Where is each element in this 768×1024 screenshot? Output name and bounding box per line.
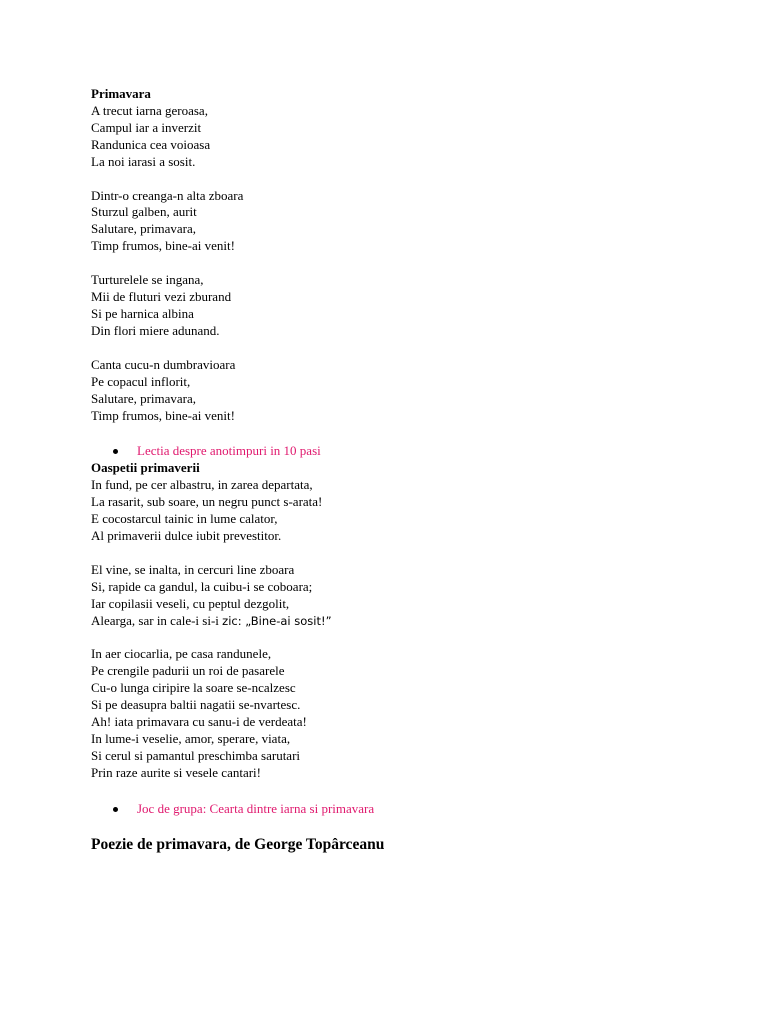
poem2-stanza-2 bbox=[91, 562, 731, 630]
poem-line: Salutare, primavara, bbox=[91, 221, 197, 237]
poem-line: In lume-i veselie, amor, sperare, viata, bbox=[91, 731, 291, 746]
poem-line: Campul iar a inverzit bbox=[91, 119, 202, 135]
poem-line: Mii de fluturi vezi zburand bbox=[91, 289, 232, 305]
poem-line: Pe crengile padurii un roi de pasarele bbox=[91, 663, 285, 679]
poem-line: Si, rapide ca gandul, la cuibu-i se coboara; bbox=[91, 578, 313, 594]
poem-title-oaspetii: Oaspetii primaverii bbox=[91, 460, 200, 476]
poem-line: La rasarit, sub soare, un negru punct s-arata! bbox=[91, 494, 323, 510]
poem-line: Iar copilasii veseli, cu peptul dezgolit, bbox=[91, 595, 290, 611]
poem1-stanza-1 bbox=[91, 103, 731, 171]
poem-line: Timp frumos, bine-ai venit! bbox=[91, 407, 235, 423]
poem-line: Salutare, primavara, bbox=[91, 390, 197, 406]
poem-line: A trecut iarna geroasa, bbox=[91, 102, 208, 118]
poem1-stanza-3 bbox=[91, 272, 731, 340]
poem-line-part-quote: zic: „Bine-ai sosit!” bbox=[222, 613, 332, 628]
poem-line: E cocostarcul tainic in lume calator, bbox=[91, 511, 278, 527]
poem-line: Timp frumos, bine-ai venit! bbox=[91, 238, 235, 254]
poem-line: In aer ciocarlia, pe casa randunele, bbox=[91, 646, 272, 662]
poem2-stanza-1 bbox=[91, 477, 731, 545]
poem-line: Pe copacul inflorit, bbox=[91, 373, 191, 389]
link-joc-de-grupa[interactable]: Joc de grupa: Cearta dintre iarna si primavara bbox=[137, 800, 375, 816]
poem-line: Al primaverii dulce iubit prevestitor. bbox=[91, 527, 282, 543]
section-heading-toparceanu: Poezie de primavara, de George Topârceanu bbox=[91, 835, 385, 853]
list-item-joc bbox=[113, 801, 731, 818]
poem-line: La noi iarasi a sosit. bbox=[91, 153, 196, 169]
poem-line: Ah! iata primavara cu sanu-i de verdeata! bbox=[91, 714, 307, 730]
poem-line-part: Alearga, sar in cale-i si-i bbox=[91, 612, 223, 628]
document-page bbox=[91, 86, 731, 854]
poem-line: In fund, pe cer albastru, in zarea departata, bbox=[91, 477, 313, 493]
poem-line: Si pe harnica albina bbox=[91, 305, 194, 321]
poem1-stanza-2 bbox=[91, 188, 731, 256]
poem-line: Canta cucu-n dumbravioara bbox=[91, 356, 236, 372]
poem1-stanza-4 bbox=[91, 357, 731, 425]
poem-line: Turturelele se ingana, bbox=[91, 272, 204, 288]
bullet-icon bbox=[113, 807, 118, 812]
poem-line: El vine, se inalta, in cercuri line zboara bbox=[91, 561, 295, 577]
poem-line: Sturzul galben, aurit bbox=[91, 204, 197, 220]
poem-line: Din flori miere adunand. bbox=[91, 322, 220, 338]
poem-line bbox=[91, 613, 731, 630]
link-lectia-anotimpuri[interactable]: Lectia despre anotimpuri in 10 pasi bbox=[137, 443, 321, 459]
poem-line: Prin raze aurite si vesele cantari! bbox=[91, 764, 261, 780]
bullet-icon bbox=[113, 449, 118, 454]
poem-line: Si pe deasupra baltii nagatii se-nvartesc. bbox=[91, 697, 301, 713]
poem-line: Si cerul si pamantul preschimba sarutari bbox=[91, 747, 301, 763]
poem-title-primavara: Primavara bbox=[91, 86, 151, 101]
poem-line: Randunica cea voioasa bbox=[91, 136, 211, 152]
poem2-stanza-3 bbox=[91, 646, 731, 781]
list-item-lectia bbox=[113, 443, 731, 460]
poem-line: Cu-o lunga ciripire la soare se-ncalzesc bbox=[91, 680, 296, 696]
poem-line: Dintr-o creanga-n alta zboara bbox=[91, 187, 244, 203]
